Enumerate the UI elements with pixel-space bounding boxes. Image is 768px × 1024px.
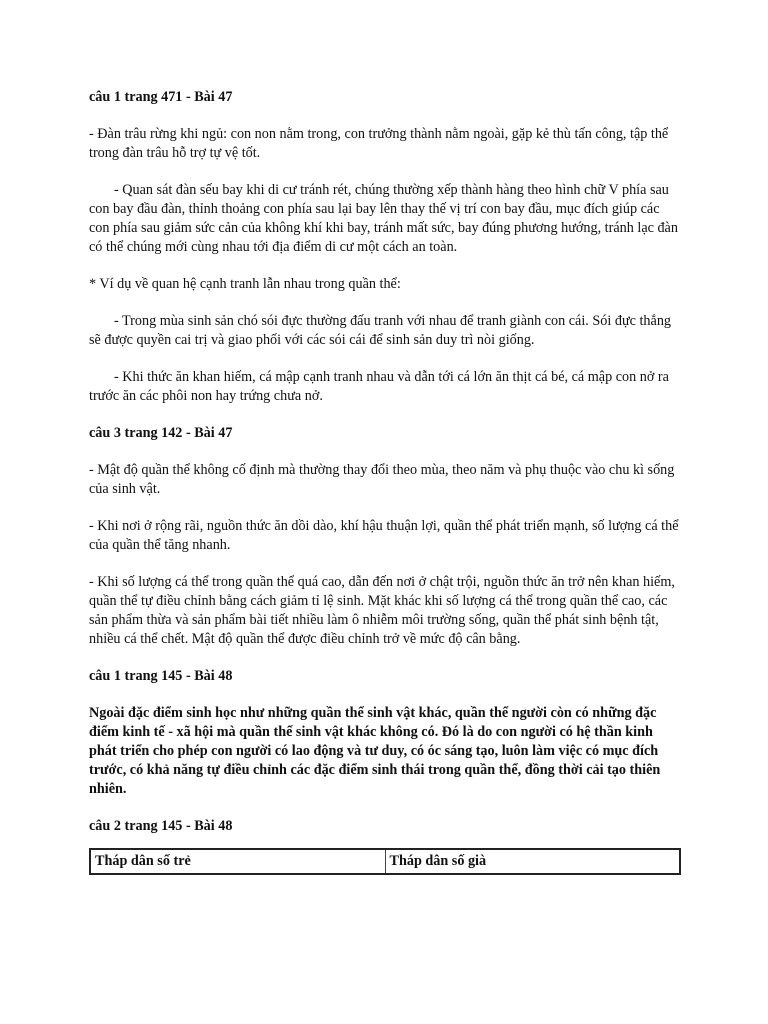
table-header-row <box>90 849 680 874</box>
section-heading: câu 1 trang 145 - Bài 48 <box>89 668 233 684</box>
paragraph: - Quan sát đàn sếu bay khi di cư tránh rét, chúng thường xếp thành hàng theo hình chữ V phía sau con bay đầu đàn, thỉnh thoảng con phía sau lại bay lên thay thế vị trí con bay đầu, mục đích giúp các con phía sau giảm sức cản của không khí khi bay, tránh mất sức, bay đúng phương hướng, tránh lạc đàn có thể chúng mới cùng nhau tới địa điểm di cư một cách an toàn. <box>89 182 678 255</box>
document-page <box>89 88 681 875</box>
paragraph: - Đàn trâu rừng khi ngủ: con non nằm trong, con trưởng thành nằm ngoài, gặp kẻ thù tấn công, tập thể trong đàn trâu hỗ trợ tự vệ tốt. <box>89 126 669 161</box>
paragraph: - Trong mùa sinh sản chó sói đực thường đấu tranh với nhau để tranh giành con cái. Sói đực thắng sẽ được quyền cai trị và giao phối với các sói cái để sinh sản duy trì nòi giống. <box>89 313 672 348</box>
paragraph: - Khi nơi ở rộng rãi, nguồn thức ăn dồi dào, khí hậu thuận lợi, quần thể phát triển mạnh, số lượng cá thể của quần thể tăng nhanh. <box>89 518 679 553</box>
paragraph: - Khi thức ăn khan hiếm, cá mập cạnh tranh nhau và dẫn tới cá lớn ăn thịt cá bé, cá mập con nở ra trước ăn các phôi non hay trứng chưa nở. <box>89 369 669 404</box>
paragraph: * Ví dụ về quan hệ cạnh tranh lẫn nhau trong quần thể: <box>89 276 401 292</box>
paragraph: Ngoài đặc điểm sinh học như những quần thể sinh vật khác, quần thể người còn có những đặc điểm kinh tế - xã hội mà quần thể sinh vật khác không có. Đó là do con người có hệ thần kinh phát triển cho phép con người có lao động và tư duy, có óc sáng tạo, luôn làm việc có mục đích trước, có khả năng tự điều chỉnh các đặc điểm sinh thái trong quần thể, đồng thời cải tạo thiên nhiên. <box>89 705 661 797</box>
paragraph: - Khi số lượng cá thể trong quần thể quá cao, dẫn đến nơi ở chật trội, nguồn thức ăn trở nên khan hiếm, quần thể tự điều chỉnh bằng cách giảm tỉ lệ sinh. Mặt khác khi số lượng cá thể trong quần thể cao, các sản phẩm thừa và sản phẩm bài tiết nhiều làm ô nhiễm môi trường sống, quần thể phát sinh bệnh tật, nhiều cá thể chết. Mật độ quần thể được điều chỉnh trở về mức độ cân bằng. <box>89 574 675 647</box>
section-heading: câu 1 trang 471 - Bài 47 <box>89 89 233 105</box>
comparison-table <box>89 848 681 875</box>
section-heading: câu 2 trang 145 - Bài 48 <box>89 818 233 834</box>
table-header-cell: Tháp dân số trẻ <box>90 849 385 874</box>
paragraph: - Mật độ quần thể không cố định mà thường thay đổi theo mùa, theo năm và phụ thuộc vào chu kì sống của sinh vật. <box>89 462 675 497</box>
table-header-cell: Tháp dân số già <box>385 849 680 874</box>
section-heading: câu 3 trang 142 - Bài 47 <box>89 425 233 441</box>
